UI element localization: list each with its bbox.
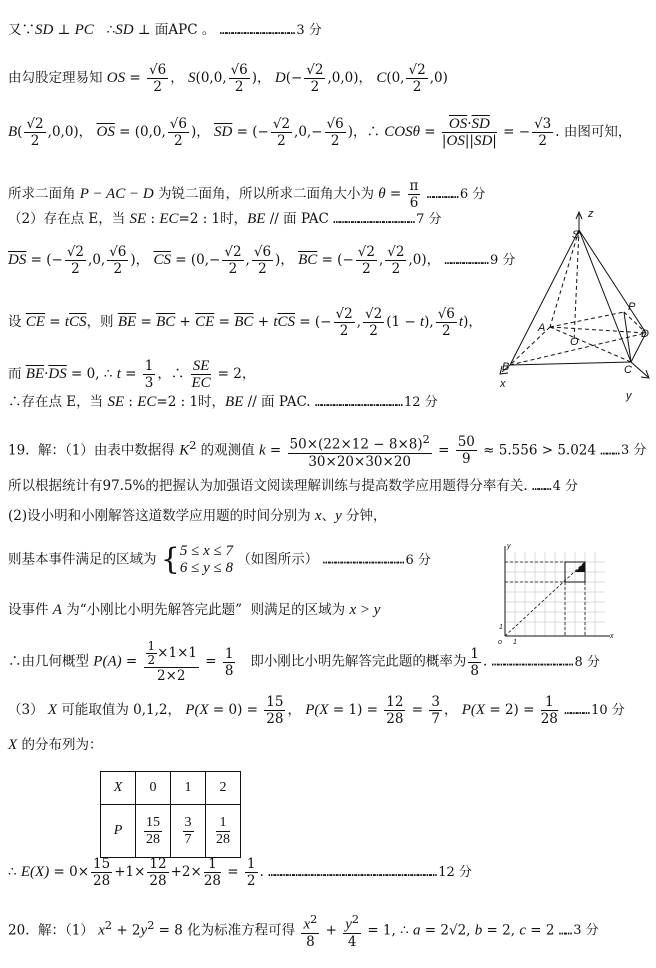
region-grid-diagram — [492, 540, 618, 650]
line-1: 又∵SD ⊥ PC ∴SD ⊥ 面APC 。 ……………………………… 3 分 — [8, 22, 322, 38]
grid-label: x — [610, 633, 614, 640]
score-3: 3 分 — [296, 23, 322, 38]
grid-label: 1 — [513, 639, 517, 646]
table-cell: 1 — [171, 772, 206, 805]
score-3c: 3 分 — [573, 923, 599, 939]
line-2: 由勾股定理易知 OS = $\frac{√6}{2}$ ， S(0,0, $\frac{√6}{2}$ )， D(− $\frac{√2}{2}$ ,0,0)， C(0, $\frac{√2}{2}$ ,0) — [8, 62, 448, 95]
score-8: 8 分 — [574, 654, 600, 670]
distribution-table — [100, 771, 241, 858]
line-13: 则基本事件满足的区域为 { 5 ≤ x ≤ 7 6 ≤ y ≤ 8 （如图所示） ………………………………… 6 分 — [8, 542, 431, 577]
line-7: 设 $\overline{CE} = t\overline{CS}$，则 $\overline{BE} = \overline{BC} + \overline{CE} = \overline{BC} + t\overline{CS}$ = (− $\frac{√2}{2}$ , $\frac{√2}{2}$ (1 − t), $\frac{√6}{2}$ t)， — [8, 306, 482, 339]
line-10: 19. 解：（1）由表中数据得 $K^2$ 的观测值 k = $\frac{50\times(22\times 12 - 8\times 8)^2}{30\times 20\times 30\times 20}$ = $\frac{50}{9}$ ≈ 5.556 > 5.024 ……… 3 分 — [8, 433, 647, 470]
pyramid-label: z — [588, 208, 594, 220]
line-12: (2)设小明和小刚解答这道数学应用题的时间分别为 x、y 分钟， — [8, 508, 387, 524]
score-3b: 3 分 — [620, 443, 647, 459]
grid-label: 1 — [499, 624, 503, 631]
line-5: （2）存在点 E，当 SE : EC=2 : 1时，BE // 面 PAC ………………………………… 7 分 — [8, 211, 442, 227]
pyramid-label: P — [628, 301, 636, 313]
score-7: 7 分 — [416, 212, 442, 227]
pyramid-label: O — [570, 336, 579, 348]
line-9: ∴存在点 E，当 SE : EC=2 : 1时，BE // 面 PAC. …………………………………… 12 分 — [8, 394, 438, 410]
score-9: 9 分 — [490, 253, 516, 268]
table-cell: $\frac{3}{7}$ — [171, 805, 206, 858]
grid-label: y — [507, 543, 511, 550]
line-16: （3） X 可能取值为 0,1,2， P(X = 0) = $\frac{15}{28}$ ， P(X = 1) = $\frac{12}{28}$ = $\frac{3}{7}$ ， P(X = 2) = $\frac{1}{28}$ ………… 10 分 — [8, 694, 625, 727]
pyramid-label: S — [572, 229, 580, 241]
line-4: 所求二面角 P − AC − D 为锐二面角，所以所求二面角大小为 θ = $\frac{\pi}{6}$ …………… 6 分 — [8, 178, 486, 211]
grid-label: o — [498, 639, 502, 646]
table-cell: P — [101, 805, 136, 858]
table-cell: X — [101, 772, 136, 805]
pyramid-label: C — [624, 364, 632, 376]
score-6b: 6 分 — [405, 552, 431, 568]
line-17: X 的分布列为： — [8, 737, 103, 753]
line-3: B( $\frac{√2}{2}$ ,0,0)， $\overline{OS} = (0,0$, $\frac{√6}{2}$ )， $\overline{SD}$ = (− $\frac{√2}{2}$ ,0,− $\frac{√6}{2}$ )，∴ COSθ = $\frac{\overline{OS}\cdot\overline{SD}}{|\overline{OS}||\overline{SD}|}$ = − $\frac{√3}{2}$ . 由图可知， — [8, 116, 632, 149]
line-14: 设事件 A 为“小刚比小明先解答完此题” 则满足的区域为 x > y — [8, 602, 381, 618]
pyramid-label: D — [641, 328, 649, 340]
line-8: 而 $\overline{BE}\cdot\overline{DS} = 0$, ∴ t = $\frac{1}{3}$ ，∴ $\frac{SE}{EC}$ = 2， — [8, 358, 256, 391]
table-cell: $\frac{15}{28}$ — [136, 805, 171, 858]
line-18: ∴ E(X) = 0× $\frac{15}{28}$ +1× $\frac{12}{28}$ +2× $\frac{1}{28}$ = $\frac{1}{2}$ . ……………………………………………………………………… 12 分 — [8, 856, 472, 889]
line-11: 所以根据统计有97.5%的把握认为加强语文阅读理解训练与提高数学应用题得分率有关. ……… 4 分 — [8, 478, 579, 494]
pyramid-label: A — [538, 322, 546, 334]
line-19: 20. 解：（1） $x^2 + 2y^2 = 8$ 化为标准方程可得 $\frac{x^2}{8}$ + $\frac{y^2}{4}$ = 1, ∴ a = 2√2, b = 2, c = 2 …… 3 分 — [8, 913, 599, 950]
score-6: 6 分 — [459, 187, 486, 202]
pyramid-label: y — [626, 390, 632, 402]
pyramid-diagram — [488, 200, 654, 405]
score-10: 10 分 — [591, 703, 625, 718]
table-cell: 0 — [136, 772, 171, 805]
score-12b: 12 分 — [438, 865, 472, 880]
table-cell: $\frac{1}{28}$ — [206, 805, 241, 858]
pyramid-label: x — [500, 378, 506, 390]
table-cell: 2 — [206, 772, 241, 805]
line-15: ∴由几何概型 P(A) = $\frac{1}{2}$ ×1×1 2×2 = $\frac{1}{8}$ 即小刚比小明先解答完此题的概率为 $\frac{1}{8}$ . ………………………………… 8 分 — [8, 639, 600, 684]
line-6: $\overline{DS}$ = (− $\frac{√2}{2}$ ,0, $\frac{√6}{2}$ )， $\overline{CS} = (0,-$ $\frac{√2}{2}$ , $\frac{√6}{2}$ )， $\overline{BC}$ = (− $\frac{√2}{2}$ , $\frac{√2}{2}$ ,0)， ………………… 9 分 — [8, 244, 516, 277]
pyramid-label: B — [502, 361, 510, 373]
score-4: 4 分 — [552, 479, 579, 494]
score-12: 12 分 — [404, 395, 438, 410]
